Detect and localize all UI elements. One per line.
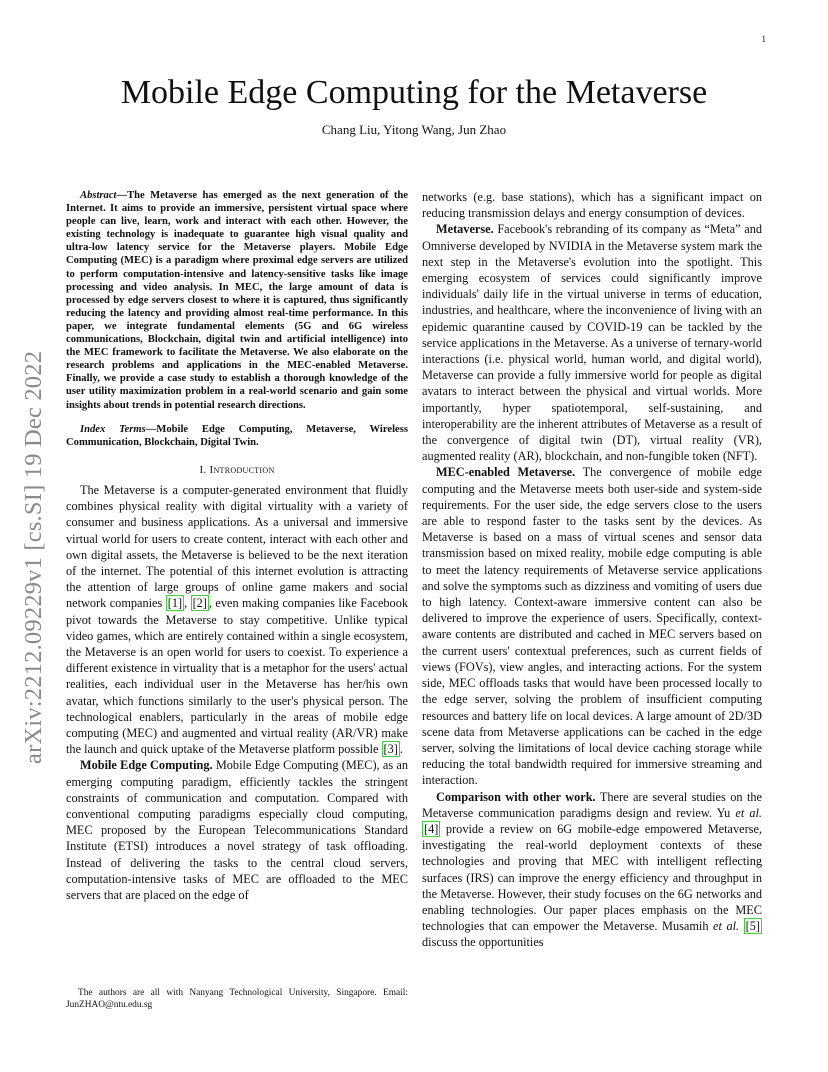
citation-link[interactable]: [1] — [167, 596, 183, 611]
comparison-text: provide a review on 6G mobile-edge empowered Metaverse, investigating the real-world deployment contexts of these technologies and proving that MEC with intelligent reflecting surfaces (IRS) can improve the energy efficiency and throughput in the Metaverse. However, their study focuses on the 6G networks and enabling technologies. Our paper places emphasis on the MEC technologies that can empower the Metaverse. Musamih — [422, 821, 762, 934]
comparison-text: There are several studies on the Metaverse communication paradigms design and review. Yu — [422, 789, 762, 820]
paragraph-heading: Mobile Edge Computing. — [80, 758, 213, 773]
et-al: et al. — [713, 919, 740, 934]
index-terms-text: —Mobile Edge Computing, Metaverse, Wireless Communication, Blockchain, Digital Twin. — [66, 423, 408, 448]
section-title: Introduction — [209, 463, 275, 476]
intro-paragraph-1 — [66, 482, 408, 757]
mec-metaverse-paragraph — [422, 464, 762, 788]
intro-text: . — [399, 742, 403, 757]
continued-paragraph: networks (e.g. base stations), which has a significant impact on reducing transmission delays and energy consumption of devices. — [422, 190, 762, 221]
author-list: Chang Liu, Yitong Wang, Jun Zhao — [321, 122, 507, 137]
citation-link[interactable]: [5] — [745, 919, 761, 934]
section-heading-introduction — [66, 462, 408, 478]
comparison-text: discuss the opportunities — [422, 935, 544, 950]
mec-paragraph — [66, 757, 408, 903]
abstract-label: Abstract — [80, 190, 117, 201]
author-footnote: The authors are all with Nanyang Technological University, Singapore. Email: JunZHAO@ntu.edu.sg — [66, 988, 408, 1010]
mec-text: Mobile Edge Computing (MEC), as an emerging computing paradigm, efficiently tackles the stringent constraints of communication and computation. Compared with conventional computing paradigms especially cloud computing, MEC proposed by the European Telecommunications Standard Institute (ETSI) introduces a novel strategy of task offloading. Instead of delivering the tasks to the central cloud servers, computation-intensive tasks of MEC are offloaded to the MEC servers that are placed on the edge of — [66, 758, 408, 903]
metaverse-text: Facebook's rebranding of its company as “Meta” and Omniverse developed by NVIDIA in the Metaverse system mark the next step in the Metaverse's evolution into the spotlight. This emerging ecosystem of services could significantly improve individuals' daily life in the virtual universe in terms of education, industries, and healthcare, where the inconvenience of living with an epidemic quarantine caused by COVID-19 can be tackled by the service applications in the Metaverse. As a universe of ternary-world interactions (i.e. physical world, human world, and digital world), Metaverse can provide a fully immersive world for people as digital avatars to interact between the physical and virtual worlds. More importantly, hyper spatiotemporal, self-sustaining, and interoperability are the inherent attributes of Metaverse as a result of the convergence of digital twin (DT), virtual reality (VR), augmented reality (AR), blockchain, and non-fungible token (NFT). — [422, 222, 762, 464]
right-column — [422, 189, 762, 951]
page-number: 1 — [761, 34, 766, 44]
citation-link[interactable]: [3] — [383, 742, 398, 757]
intro-text: The Metaverse is a computer-generated environment that fluidly combines physical reality with digital virtuality with a variety of consumer and business applications. As a universal and immersive virtual world for users to create content, interact with each other and own digital assets, the Metaverse is believed to be the next iteration of the internet. The potential of this internet evolution is attracting the attention of large groups of online game makers and social network companies — [66, 482, 408, 611]
abstract — [66, 189, 408, 412]
citation-link[interactable]: [4] — [424, 821, 439, 836]
paper-title: Mobile Edge Computing for the Metaverse — [120, 74, 708, 111]
paragraph-heading: Comparison with other work. — [436, 789, 596, 804]
citation-link[interactable]: [2] — [192, 596, 207, 611]
metaverse-paragraph — [422, 221, 762, 464]
index-terms-label: Index Terms — [80, 423, 146, 435]
arxiv-side-stamp: arXiv:2212.09229v1 [cs.SI] 19 Dec 2022 — [20, 350, 47, 764]
left-column — [66, 189, 408, 903]
section-number: I. — [199, 463, 210, 476]
abstract-text: —The Metaverse has emerged as the next generation of the Internet. It aims to provide an immersive, persistent virtual space where people can live, learn, work and interact with each other. However, the existing technology is inadequate to guarantee high visual quality and ultra-low latency service for the Metaverse players. Mobile Edge Computing (MEC) is a paradigm where proximal edge servers are utilized to perform computation-intensive and latency-sensitive tasks like image processing and video analysis. In MEC, the large amount of data is processed by edge servers closest to where it is captured, thus significantly reducing the latency and providing almost real-time performance. In this paper, we integrate fundamental elements (5G and 6G wireless communications, Blockchain, digital twin and artificial intelligence) into the MEC framework to facilitate the Metaverse. We also elaborate on the research problems and applications in the MEC-enabled Metaverse. Finally, we provide a case study to establish a thorough knowledge of the user utility maximization problem in a real-world scenario and gain some insights about trends in potential research directions. — [66, 190, 408, 411]
paragraph-heading: Metaverse. — [436, 222, 494, 237]
comparison-text — [739, 919, 744, 933]
intro-text: , — [184, 596, 191, 611]
index-terms — [66, 423, 408, 449]
intro-text: , even making companies like Facebook pivot towards the Metaverse to stay competitive. Unlike typical video games, which are entirely contained within a single ecosystem, the Metaverse is an open world for users to coexist. To experience a different existence in virtuality that is a metaphor for the users' actual realities, each individual user in the Metaverse has her/his own avatar, which functions similarly to the user's physical person. The technological enablers, particularly in the areas of mobile edge computing (MEC) and augmented and virtual reality (AR/VR) make the launch and quick uptake of the Metaverse platform possible — [66, 596, 408, 757]
comparison-paragraph — [422, 789, 762, 951]
mec-metaverse-text: The convergence of mobile edge computing and the Metaverse meets both user-side and system-side requirements. For the user side, the edge servers close to the users are able to respond faster to the tasks sent by the devices. As Metaverse is based on a mass of virtual scenes and sensor data transmission based on mixed reality, mobile edge computing is able to meet the latency requirements of Metaverse service applications and solve the symptoms such as dizziness and vomiting of users due to high latency. Context-aware immersive content can also be delivered to improve the experience of users. Specifically, context-aware contents are distributed and cached in MEC servers based on the current users' contextual preferences, such as current fields of views (FOVs), view angles, and interacting actions. For the system side, MEC offloads tasks that would have been processed locally to the edge server, solving the problem of insufficient computing resources and battery life on local devices. A large amount of 2D/3D scene data from Metaverse applications can be cached in the edge server, solving the limitations of local device caching storage while reducing the total bandwidth required for immersive streaming and interaction. — [422, 465, 763, 788]
paragraph-heading: MEC-enabled Metaverse. — [436, 465, 576, 480]
et-al: et al. — [735, 805, 762, 820]
